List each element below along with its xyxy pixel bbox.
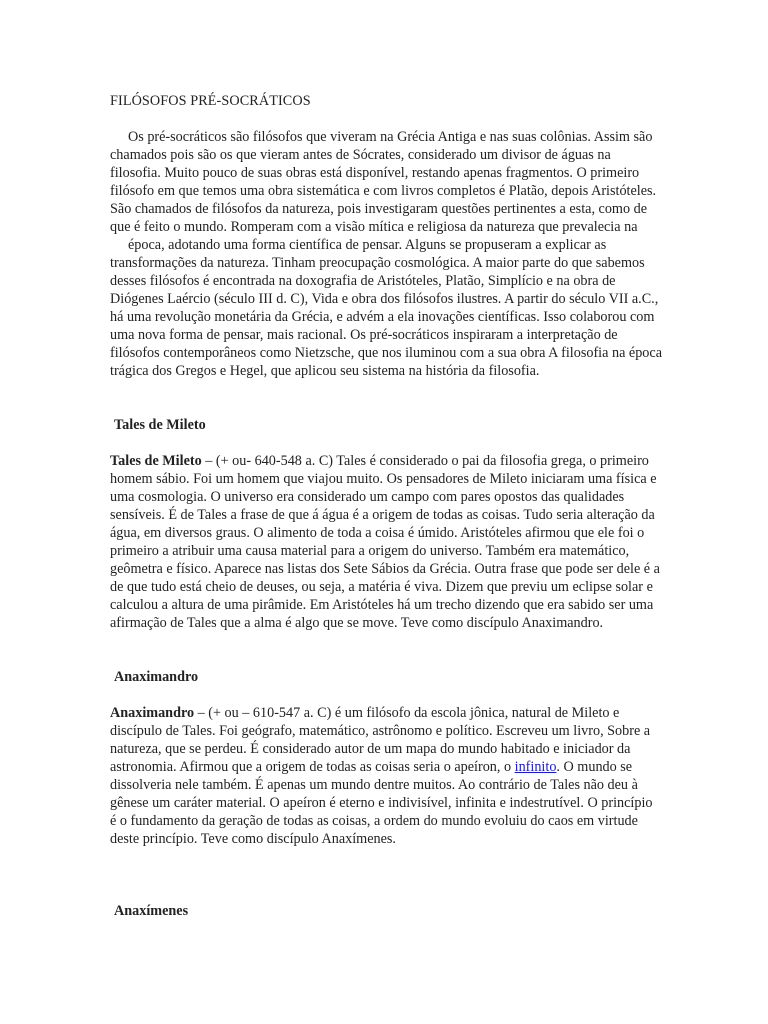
section-heading-anaximenes: Anaxímenes [114,903,189,919]
anaximandro-paragraph [110,704,662,848]
tales-body: – (+ ou- 640-548 a. C) Tales é considerado o pai da filosofia grega, o primeiro homem sábio. Foi um homem que viajou muito. Os pensadores de Mileto iniciaram uma física e uma cosmologia. O universo era considerado um campo com pares opostos das qualidades sensíveis. É de Tales a frase de que á água é a origem de todas as coisas. Tudo seria alteração da água, em diversos graus. O alimento de toda a coisa é úmido. Aristóteles afirmou que ele foi o primeiro a atribuir uma causa material para a origem do universo. Também era matemático, geômetra e físico. Aparece nas listas dos Sete Sábios da Grécia. Outra frase que pode ser dele é a de que tudo está cheio de deuses, ou seja, a matéria é viva. Dizem que previu um eclipse solar e calculou a altura de uma pirâmide. Em Aristóteles há um trecho dizendo que era sabido ser uma afirmação de Tales que a alma é algo que se move. Teve como discípulo Anaximandro. [110,453,660,631]
anaximandro-body-part2: . O mundo se dissolveria nele também. É apenas um mundo dentre muitos. Ao contrário de Tales não deu à gênese um caráter material. O apeíron é eterno e indivisível, infinita e indestrutível. O princípio é o fundamento da geração de todas as coisas, a ordem do mundo evoluiu do caos em virtude deste princípio. Teve como discípulo Anaxímenes. [110,759,653,847]
infinito-link[interactable]: infinito [514,759,557,775]
anaximandro-lead: Anaximandro [110,705,195,721]
section-heading-anaximandro: Anaximandro [114,669,199,685]
tales-paragraph [110,452,662,632]
intro-paragraph-continued: época, adotando uma forma científica de pensar. Alguns se propuseram a explicar as transformações da natureza. Tinham preocupação cosmológica. A maior parte do que sabemos desses filósofos é encontrada na doxografia de Aristóteles, Platão, Simplício e na obra de Diógenes Laércio (século III d. C), Vida e obra dos filósofos ilustres. A partir do século VII a.C., há uma revolução monetária da Grécia, e advém a ela inovações científicas. Isso colaborou com uma nova forma de pensar, mais racional. Os pré-socráticos inspiraram a interpretação de filósofos contemporâneos como Nietzsche, que nos iluminou com a sua obra A filosofia na época trágica dos Gregos e Hegel, que aplicou seu sistema na história da filosofia. [110,237,662,379]
tales-lead: Tales de Mileto [110,453,202,469]
document-title: FILÓSOFOS PRÉ-SOCRÁTICOS [110,93,311,109]
anaximandro-body-part1: – (+ ou – 610-547 a. C) é um filósofo da escola jônica, natural de Mileto e discípulo de Tales. Foi geógrafo, matemático, astrônomo e político. Escreveu um livro, Sobre a natureza, que se perdeu. É considerado autor de um mapa do mundo habitado e iniciador da astronomia. Afirmou que a origem de todas as coisas seria o apeíron, o [110,705,651,775]
section-heading-tales: Tales de Mileto [114,417,206,433]
document-page [110,92,662,938]
intro-paragraph: Os pré-socráticos são filósofos que viveram na Grécia Antiga e nas suas colônias. Assim são chamados pois são os que vieram antes de Sócrates, considerado um divisor de águas na filosofia. Muito pouco de suas obras está disponível, restando apenas fragmentos. O primeiro filósofo em que temos uma obra sistemática e com livros completos é Platão, depois Aristóteles. São chamados de filósofos da natureza, pois investigaram questões pertinentes a esta, como de que é feito o mundo. Romperam com a visão mítica e religiosa da natureza que prevalecia na [110,129,657,235]
